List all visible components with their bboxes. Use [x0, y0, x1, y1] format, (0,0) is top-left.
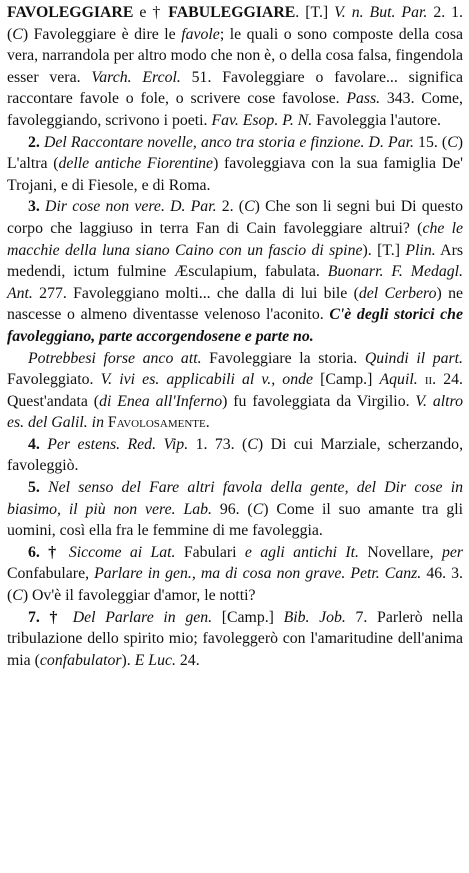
citation-source: Plin.: [405, 241, 436, 259]
sense-number: 5.: [28, 479, 49, 497]
citation-text: ) L'altra (: [7, 133, 464, 173]
sense-definition: Per estens.: [47, 435, 121, 453]
sense-definition: per: [441, 543, 463, 561]
sense-definition: Parlare in gen., ma di cosa non grave.: [94, 565, 346, 583]
citation-source: E Luc.: [134, 651, 176, 669]
citation-text: 2. 1. (: [7, 4, 464, 43]
citation-text: Novellare,: [359, 543, 442, 561]
citation-source: D. Par.: [364, 133, 414, 151]
citation-text: 2. (: [216, 198, 245, 216]
citation-source: Petr. Canz.: [345, 565, 422, 583]
citation-text: 1. 73. (: [188, 435, 248, 453]
citation-text: 24.: [175, 651, 200, 669]
citation-source: Varch. Ercol.: [91, 68, 181, 86]
crusca-marker: C: [12, 587, 23, 605]
editor-note: V. altro es. del Galil. in: [7, 392, 464, 432]
tommaseo-marker: . [T.]: [295, 4, 335, 21]
sense-definition: Dir cose non vere.: [45, 198, 165, 216]
editor-remark: C'è degli storici che favoleggiano, parte accorgendosene e parte no.: [7, 306, 463, 345]
editor-note: Quindi il part.: [364, 349, 463, 367]
citation-text: Fabulari: [175, 543, 245, 561]
sense-6-paragraph: [7, 542, 463, 607]
citation-text: ; le quali o sono composte della cosa vera, narrandola per altro modo che non è, o della cosa falsa, fingendola esser vera.: [7, 25, 463, 86]
sense-number: 2.: [28, 133, 44, 151]
sense-definition: e agli antichi It.: [244, 543, 359, 561]
citation-text: Favoleggiato.: [7, 371, 101, 389]
gloss-text: confabulator: [39, 651, 122, 669]
gloss-text: delle antiche Fiorentine: [58, 155, 214, 173]
headword-variant: FABULEGGIARE: [168, 4, 296, 21]
roman-numeral: ii: [424, 371, 433, 389]
citation-text: [Camp.]: [212, 608, 284, 626]
citation-source: Aquil.: [379, 371, 418, 389]
headword-connector: e †: [133, 4, 169, 21]
citation-text: Favoleggiare la storia.: [201, 349, 365, 367]
citation-text: Ars medendi, ictum fulmine Æsculapium, fabulata.: [7, 241, 463, 281]
editor-note: V. ivi es. applicabili al v., onde: [100, 371, 314, 389]
citation-source: Bib. Job.: [283, 608, 346, 626]
gloss-text: che le macchie della luna siano Caino con un fascio di spine: [7, 219, 464, 259]
cross-reference: Favolosamente: [107, 414, 206, 432]
sense-3-continuation-paragraph: [7, 348, 463, 434]
citation-text: ) Di cui Marziale, scherzando, favoleggiò.: [7, 435, 464, 475]
headword: FAVOLEGGIARE: [7, 4, 134, 21]
citation-text: 15. (: [413, 133, 448, 151]
citation-text: ) Favoleggiare è dire le: [22, 25, 182, 43]
citation-text: 51. Favoleggiare o favolare... significa raccontare favole o fole, o scrivere cose favolose.: [7, 68, 464, 108]
citation-text: [418, 371, 425, 388]
grammatical-label: V. n.: [334, 4, 364, 21]
citation-source: Fav. Esop. P. N.: [211, 111, 313, 129]
citation-text: ) ne nascesse o almeno diventasse velenoso l'aconito.: [7, 284, 463, 324]
citation-source: Pass.: [346, 90, 381, 108]
citation-text: ) favoleggiava con la sua famiglia De' Trojani, e di Fiesole, e di Roma.: [7, 155, 463, 194]
crusca-marker: C: [12, 25, 23, 43]
citation-text: 96. (: [211, 500, 253, 518]
gloss-text: del Cerbero: [358, 284, 437, 302]
citation-text: [Camp.]: [313, 371, 380, 389]
citation-text: ) Che son li segni bui Di questo corpo che laggiuso in terra Fan di Cain favoleggiare altrui? (: [7, 198, 464, 237]
citation-text: ) fu favoleggiata da Virgilio.: [222, 392, 416, 410]
editor-note: Potrebbesi forse anco att.: [28, 349, 202, 367]
sense-5-paragraph: [7, 477, 463, 542]
sense-7-paragraph: [7, 607, 463, 672]
crusca-marker: C: [244, 198, 255, 216]
citation-text: 46. 3. (: [7, 565, 463, 605]
sense-4-paragraph: [7, 434, 463, 477]
gloss-text: di Enea all'Inferno: [99, 392, 223, 410]
sense-number: 3.: [28, 198, 46, 216]
citation-text: 343. Come, favoleggiando, scrivono i poeti.: [7, 90, 463, 129]
citation-text: Confabulare,: [7, 565, 95, 583]
sense-number: 4.: [28, 435, 48, 453]
citation-source: Red. Vip.: [120, 435, 189, 453]
dictionary-entry-favoleggiare: [7, 2, 463, 671]
citation-text: 7. Parlerò nella tribulazione dello spirito mio; favoleggerò con l'amaritudine dell'anima mia (: [7, 608, 463, 669]
citation-text: ). [T.]: [362, 241, 406, 259]
citation-text: 277. Favoleggiano molti... che dalla di lui bile (: [32, 284, 359, 302]
sense-number: 7. †: [28, 608, 73, 626]
citation-text: ).: [121, 651, 135, 669]
sense-definition: Del Raccontare novelle, anco tra storia e finzione.: [43, 133, 365, 151]
sense-definition: Del Parlare in gen.: [72, 608, 213, 626]
citation-text: ) Come il suo amante tra gli uomini, così ella fra le femmine di me favoleggia.: [7, 500, 464, 540]
citation-text: Favoleggia l'autore.: [312, 111, 441, 129]
citation-text: .: [205, 414, 210, 432]
citation-source: Buonarr. F. Medagl. Ant.: [7, 263, 463, 302]
citation-text: ) Ov'è il favoleggiar d'amor, le notti?: [22, 587, 256, 605]
citation-text: . 24. Quest'andata (: [7, 371, 463, 410]
sense-number: 6. †: [28, 543, 69, 561]
emphasis-text: favole: [181, 25, 220, 43]
citation-source: But. Par.: [363, 4, 428, 21]
sense-definition: Siccome ai Lat.: [68, 543, 176, 561]
crusca-marker: C: [247, 435, 258, 453]
citation-source: D. Par.: [164, 198, 217, 216]
sense-definition: Nel senso del Fare altri favola della gente, del Dir cose in biasimo, il più non vere.: [7, 479, 463, 518]
crusca-marker: C: [447, 133, 458, 151]
sense-3-paragraph: [7, 196, 463, 347]
entry-headline-paragraph: [7, 2, 463, 132]
crusca-marker: C: [252, 500, 264, 518]
citation-source: Lab.: [175, 500, 212, 518]
sense-2-paragraph: [7, 132, 463, 197]
